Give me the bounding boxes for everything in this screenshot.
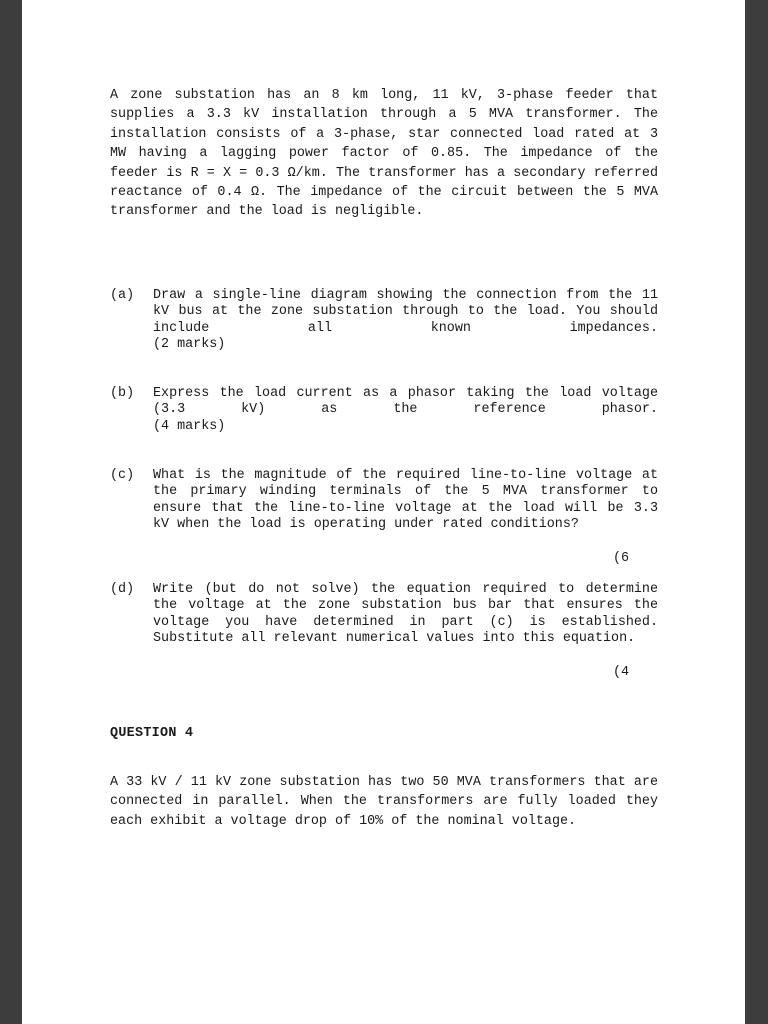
part-c-label: (c) — [110, 468, 135, 483]
part-a-marks: (2 marks) — [153, 337, 226, 353]
part-a-label: (a) — [110, 288, 135, 303]
part-a-body — [153, 288, 658, 354]
question-4-paragraph: A 33 kV / 11 kV zone substation has two 50 MVA transformers that are connected in parallel. When the transformers are fully loaded they each exhibit a voltage drop of 10% of the nominal voltage. — [110, 775, 658, 829]
part-b-text: Express the load current as a phasor taking the load voltage (3.3 kV) as the reference phasor. — [153, 386, 658, 418]
document-page — [22, 0, 745, 1024]
part-c-body — [153, 468, 658, 534]
part-c-marks: (6 — [613, 551, 630, 566]
part-d-body — [153, 582, 658, 648]
question-4-heading: QUESTION 4 — [110, 726, 194, 741]
part-b-body — [153, 386, 658, 435]
part-c-text: What is the magnitude of the required line-to-line voltage at the primary winding terminals of the 5 MVA transformer to ensure that the line-to-line voltage at the load will be 3.3 kV when the load is operating under rated conditions? — [153, 468, 658, 533]
part-d-marks: (4 — [613, 665, 630, 680]
part-b-label: (b) — [110, 386, 135, 401]
part-a-text: Draw a single-line diagram showing the connection from the 11 kV bus at the zone substation through to the load. You should include all known impedances. — [153, 288, 658, 336]
intro-paragraph: A zone substation has an 8 km long, 11 kV, 3-phase feeder that supplies a 3.3 kV installation through a 5 MVA transformer. The installation consists of a 3-phase, star connected load rated at 3 MW having a lagging power factor of 0.85. The impedance of the feeder is R = X = 0.3 Ω/km. The transformer has a secondary referred reactance of 0.4 Ω. The impedance of the circuit between the 5 MVA transformer and the load is negligible. — [110, 88, 658, 220]
part-d-text: Write (but do not solve) the equation required to determine the voltage at the zone substation bus bar that ensures the voltage you have determined in part (c) is established. Substitute all relevant numerical values into this equation. — [153, 582, 658, 647]
part-b-marks: (4 marks) — [153, 418, 226, 434]
part-d-label: (d) — [110, 582, 135, 597]
